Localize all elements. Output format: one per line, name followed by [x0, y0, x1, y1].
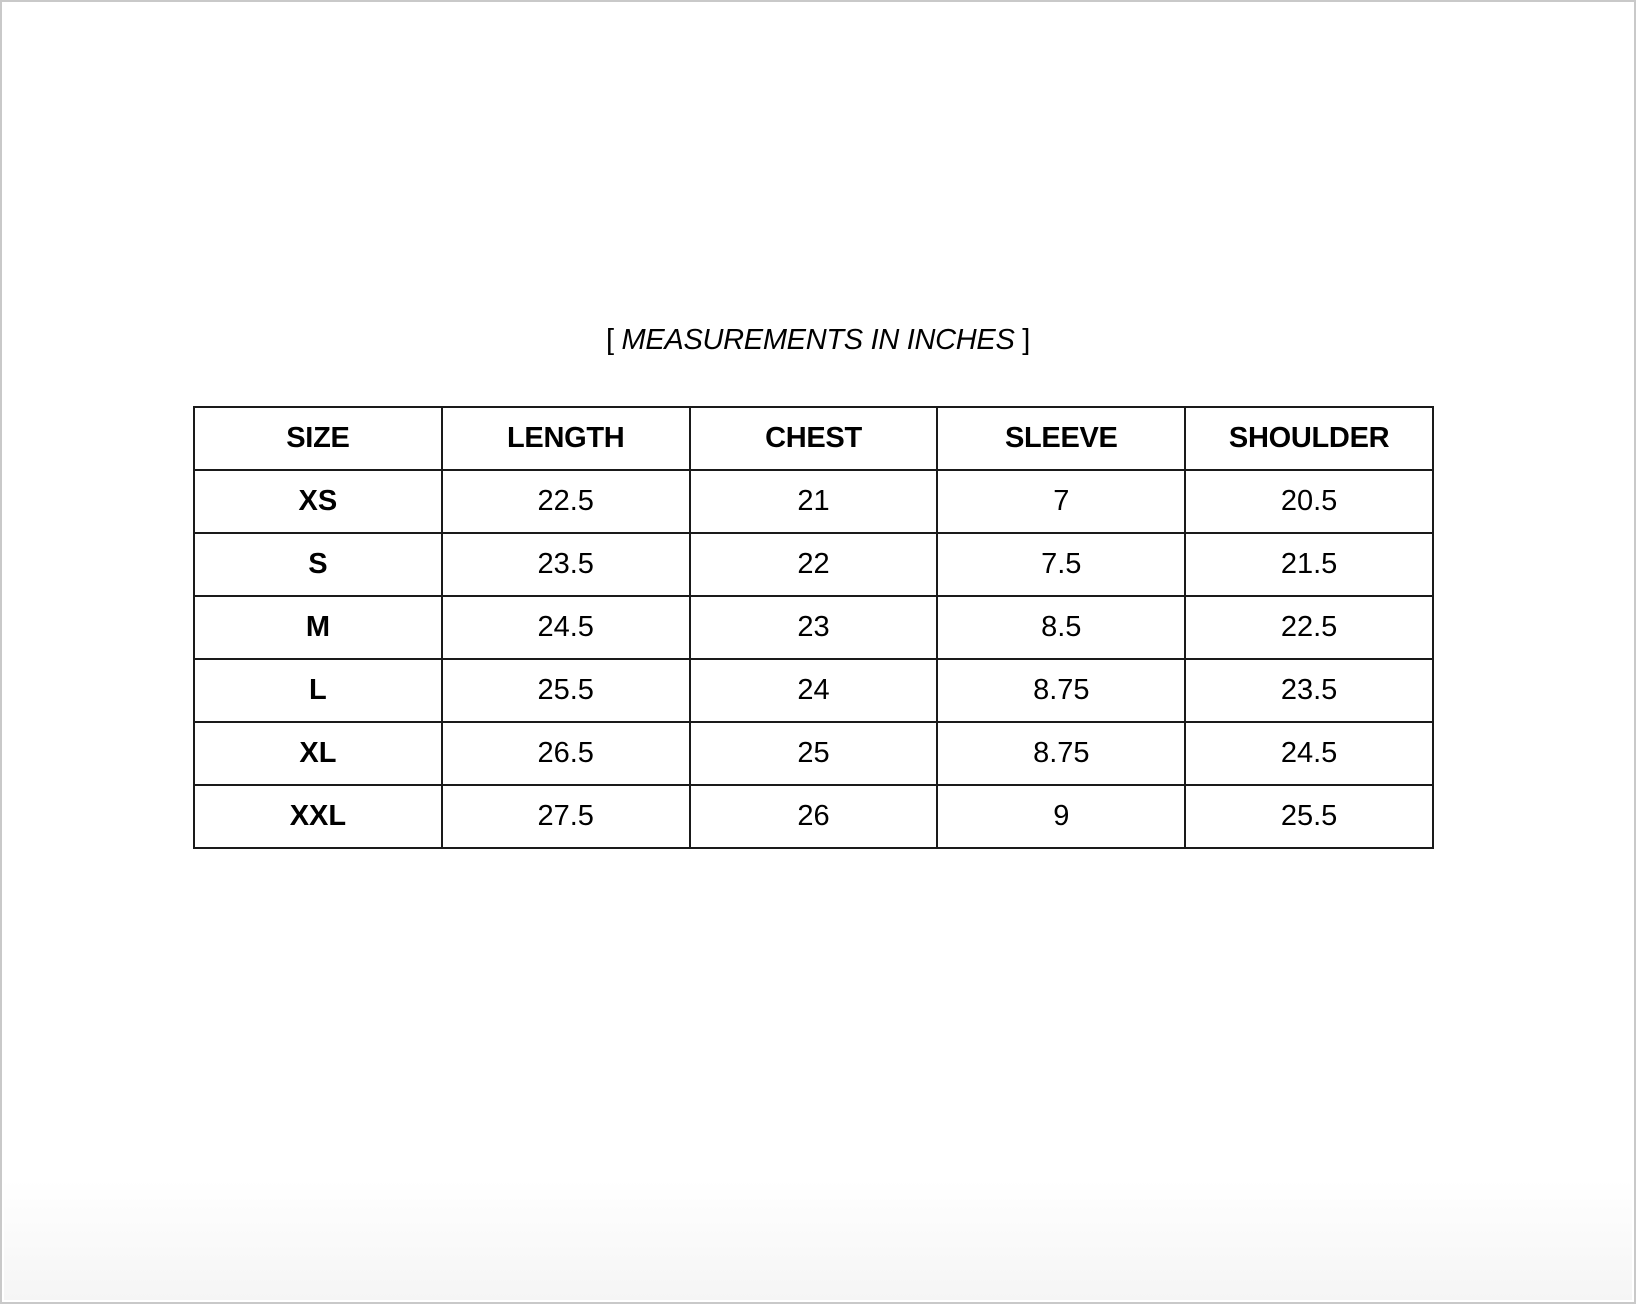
shoulder-cell: 21.5 — [1185, 533, 1433, 596]
length-cell: 27.5 — [442, 785, 690, 848]
shoulder-cell: 22.5 — [1185, 596, 1433, 659]
sleeve-cell: 8.75 — [937, 659, 1185, 722]
length-cell: 26.5 — [442, 722, 690, 785]
caption-close-bracket: ] — [1014, 324, 1031, 356]
table-row — [194, 533, 1433, 596]
shoulder-cell: 24.5 — [1185, 722, 1433, 785]
sleeve-cell: 8.5 — [937, 596, 1185, 659]
shoulder-cell: 20.5 — [1185, 470, 1433, 533]
chest-cell: 26 — [690, 785, 938, 848]
header-sleeve: SLEEVE — [937, 407, 1185, 470]
chest-cell: 21 — [690, 470, 938, 533]
sleeve-cell: 8.75 — [937, 722, 1185, 785]
header-shoulder: SHOULDER — [1185, 407, 1433, 470]
header-length: LENGTH — [442, 407, 690, 470]
size-cell: XS — [194, 470, 442, 533]
measurement-caption — [0, 320, 1636, 360]
sleeve-cell: 7 — [937, 470, 1185, 533]
chest-cell: 22 — [690, 533, 938, 596]
header-size: SIZE — [194, 407, 442, 470]
table-row — [194, 470, 1433, 533]
caption-open-bracket: [ — [605, 324, 622, 356]
size-cell: XXL — [194, 785, 442, 848]
size-cell: L — [194, 659, 442, 722]
sleeve-cell: 7.5 — [937, 533, 1185, 596]
shoulder-cell: 25.5 — [1185, 785, 1433, 848]
length-cell: 22.5 — [442, 470, 690, 533]
size-chart-table — [193, 406, 1434, 849]
table-row — [194, 596, 1433, 659]
caption-text: MEASUREMENTS IN INCHES — [621, 324, 1015, 356]
table-row — [194, 785, 1433, 848]
chest-cell: 25 — [690, 722, 938, 785]
chest-cell: 23 — [690, 596, 938, 659]
table-row — [194, 659, 1433, 722]
table-header-row — [194, 407, 1433, 470]
size-cell: XL — [194, 722, 442, 785]
chest-cell: 24 — [690, 659, 938, 722]
size-cell: S — [194, 533, 442, 596]
length-cell: 23.5 — [442, 533, 690, 596]
length-cell: 24.5 — [442, 596, 690, 659]
page-bottom-shade — [4, 1180, 1632, 1300]
shoulder-cell: 23.5 — [1185, 659, 1433, 722]
header-chest: CHEST — [690, 407, 938, 470]
length-cell: 25.5 — [442, 659, 690, 722]
sleeve-cell: 9 — [937, 785, 1185, 848]
size-cell: M — [194, 596, 442, 659]
table-row — [194, 722, 1433, 785]
